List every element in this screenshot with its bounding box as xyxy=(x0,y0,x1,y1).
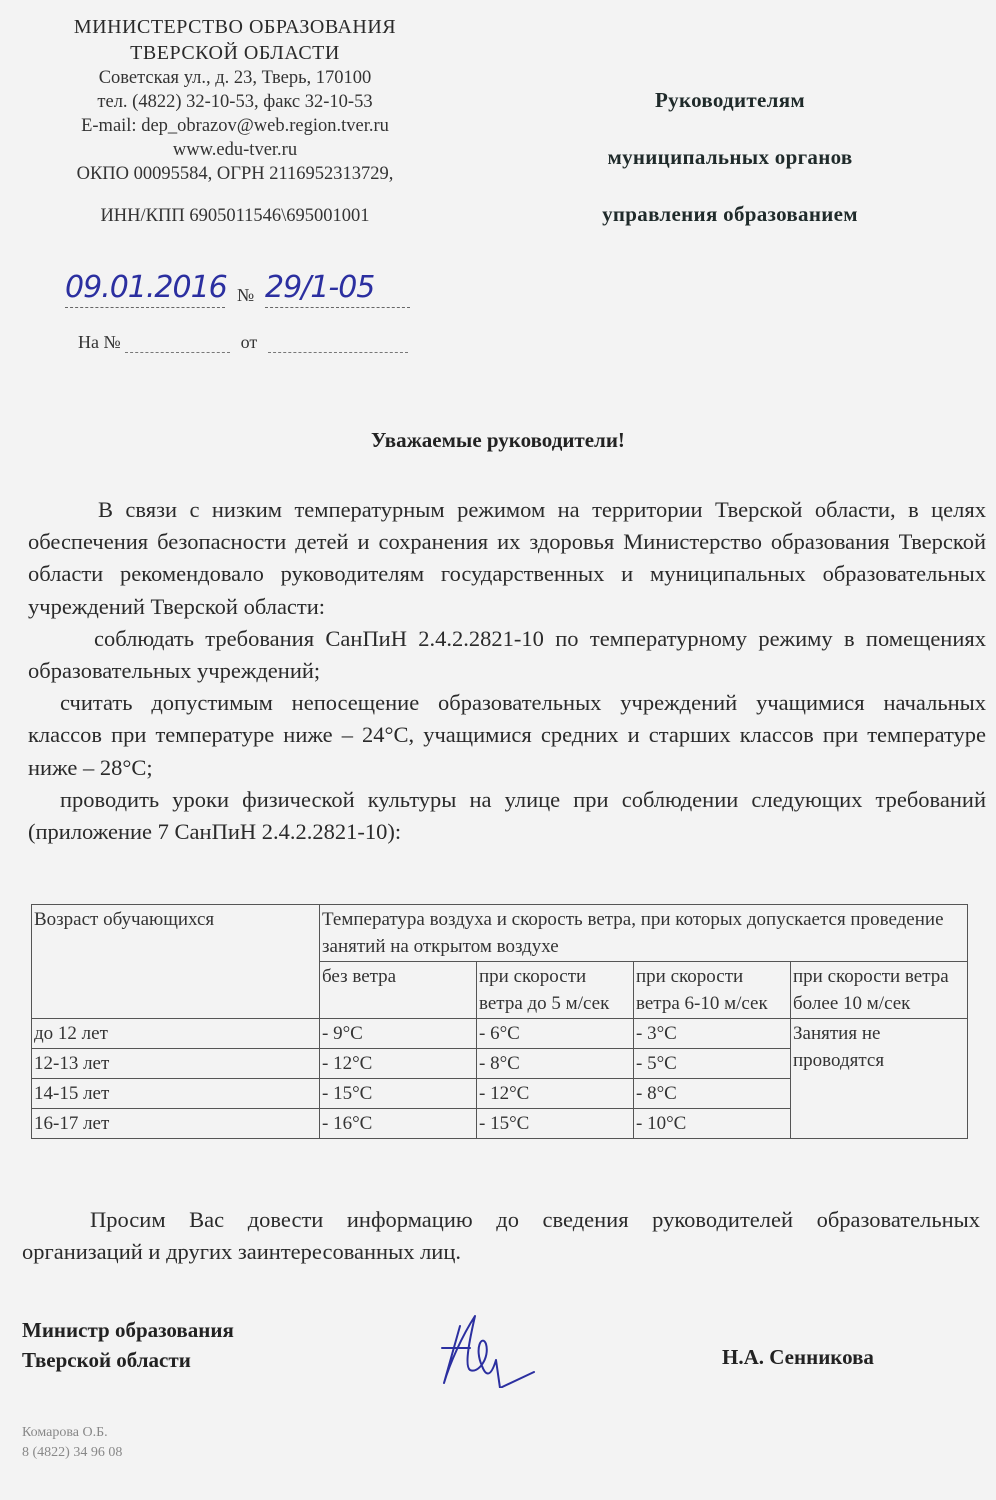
header-age: Возраст обучающихся xyxy=(32,905,320,1019)
executor-phone: 8 (4822) 34 96 08 xyxy=(22,1445,123,1460)
recipient-block xyxy=(540,72,920,243)
cell-age: 16-17 лет xyxy=(32,1109,320,1139)
number-underline xyxy=(265,307,410,308)
number-label: № xyxy=(237,285,255,305)
org-address: Советская ул., д. 23, Тверь, 170100 xyxy=(98,68,372,88)
org-website: www.edu-tver.ru xyxy=(172,140,298,160)
org-inn-kpp: ИНН/КПП 6905011546\695001001 xyxy=(100,206,370,226)
greeting: Уважаемые руководители! xyxy=(371,428,625,452)
letterhead xyxy=(20,14,450,228)
header-conditions: Температура воздуха и скорость ветра, при которых допускается проведение занятий на открытом воздухе xyxy=(320,905,968,962)
handwritten-number: 29/1-05 xyxy=(265,270,375,305)
cell-wind-6-10: - 10°С xyxy=(634,1109,791,1139)
executor-name: Комарова О.Б. xyxy=(22,1425,108,1440)
handwritten-signature xyxy=(430,1308,560,1388)
subheader-wind-6-10: при скорости ветра 6-10 м/сек xyxy=(634,962,791,1019)
cell-no-wind: - 15°С xyxy=(320,1079,477,1109)
org-email: E-mail: dep_obrazov@web.region.tver.ru xyxy=(81,116,389,136)
recipient-line2: муниципальных органов xyxy=(607,145,853,169)
signer-name: Н.А. Сенникова xyxy=(722,1345,874,1369)
org-name-line2: ТВЕРСКОЙ ОБЛАСТИ xyxy=(130,42,340,64)
closing-paragraph xyxy=(22,1204,980,1268)
ref-from-label: от xyxy=(240,332,258,352)
subheader-no-wind: без ветра xyxy=(320,962,477,1019)
ref-number-blank xyxy=(125,338,230,353)
cell-age: 14-15 лет xyxy=(32,1079,320,1109)
closing-text: Просим Вас довести информацию до сведения руководителей образовательных организаций и других заинтересованных лиц. xyxy=(22,1207,980,1264)
recipient-line3: управления образованием xyxy=(602,202,858,226)
requirements-table xyxy=(31,904,968,1139)
org-name-line1: МИНИСТЕРСТВО ОБРАЗОВАНИЯ xyxy=(73,16,397,38)
executor-info xyxy=(22,1423,122,1463)
org-phone: тел. (4822) 32-10-53, факс 32-10-53 xyxy=(97,92,373,112)
body-paragraph-2: соблюдать требования СанПиН 2.4.2.2821-10 по температурному режиму в помещениях образовательных учреждений; xyxy=(28,625,986,684)
cell-age: 12-13 лет xyxy=(32,1049,320,1079)
reference-line xyxy=(78,332,408,353)
subheader-wind-5: при скорости ветра до 5 м/сек xyxy=(477,962,634,1019)
signer-title xyxy=(22,1315,234,1375)
handwritten-date: 09.01.2016 xyxy=(65,270,227,305)
cell-no-wind: - 16°С xyxy=(320,1109,477,1139)
cell-wind-5: - 8°С xyxy=(477,1049,634,1079)
body-paragraph-3: считать допустимым непосещение образовательных учреждений учащимися начальных классов при температуре ниже – 24°С, учащимися средних и старших классов при температуре ниже – 28°С; xyxy=(28,690,986,780)
cell-wind-5: - 15°С xyxy=(477,1109,634,1139)
cell-wind-6-10: - 5°С xyxy=(634,1049,791,1079)
cell-no-wind: - 9°С xyxy=(320,1019,477,1049)
body-paragraph-4: проводить уроки физической культуры на улице при соблюдении следующих требований (приложение 7 СанПиН 2.4.2.2821-10): xyxy=(28,786,986,845)
date-underline xyxy=(65,307,225,308)
table-header-row xyxy=(32,905,968,962)
subheader-wind-over-10: при скорости ветра более 10 м/сек xyxy=(791,962,968,1019)
cell-wind-5: - 12°С xyxy=(477,1079,634,1109)
cell-over-10-note: Занятия не проводятся xyxy=(791,1019,968,1139)
org-okpo-ogrn: ОКПО 00095584, ОГРН 2116952313729, xyxy=(76,164,394,184)
recipient-line1: Руководителям xyxy=(655,88,805,112)
signer-title-line1: Министр образования xyxy=(22,1318,234,1342)
cell-wind-5: - 6°С xyxy=(477,1019,634,1049)
signer-title-line2: Тверской области xyxy=(22,1348,191,1372)
ref-number-label: На № xyxy=(78,332,121,352)
cell-no-wind: - 12°С xyxy=(320,1049,477,1079)
letter-body xyxy=(28,494,986,848)
ref-date-blank xyxy=(268,338,408,353)
registration-line xyxy=(65,268,415,312)
cell-wind-6-10: - 8°С xyxy=(634,1079,791,1109)
cell-age: до 12 лет xyxy=(32,1019,320,1049)
cell-wind-6-10: - 3°С xyxy=(634,1019,791,1049)
table-row xyxy=(32,1019,968,1049)
body-paragraph-1: В связи с низким температурным режимом на территории Тверской области, в целях обеспечения безопасности детей и сохранения их здоровья Министерство образования Тверской области рекомендовало руководителям государственных и муниципальных образовательных учреждений Тверской области: xyxy=(28,497,986,619)
